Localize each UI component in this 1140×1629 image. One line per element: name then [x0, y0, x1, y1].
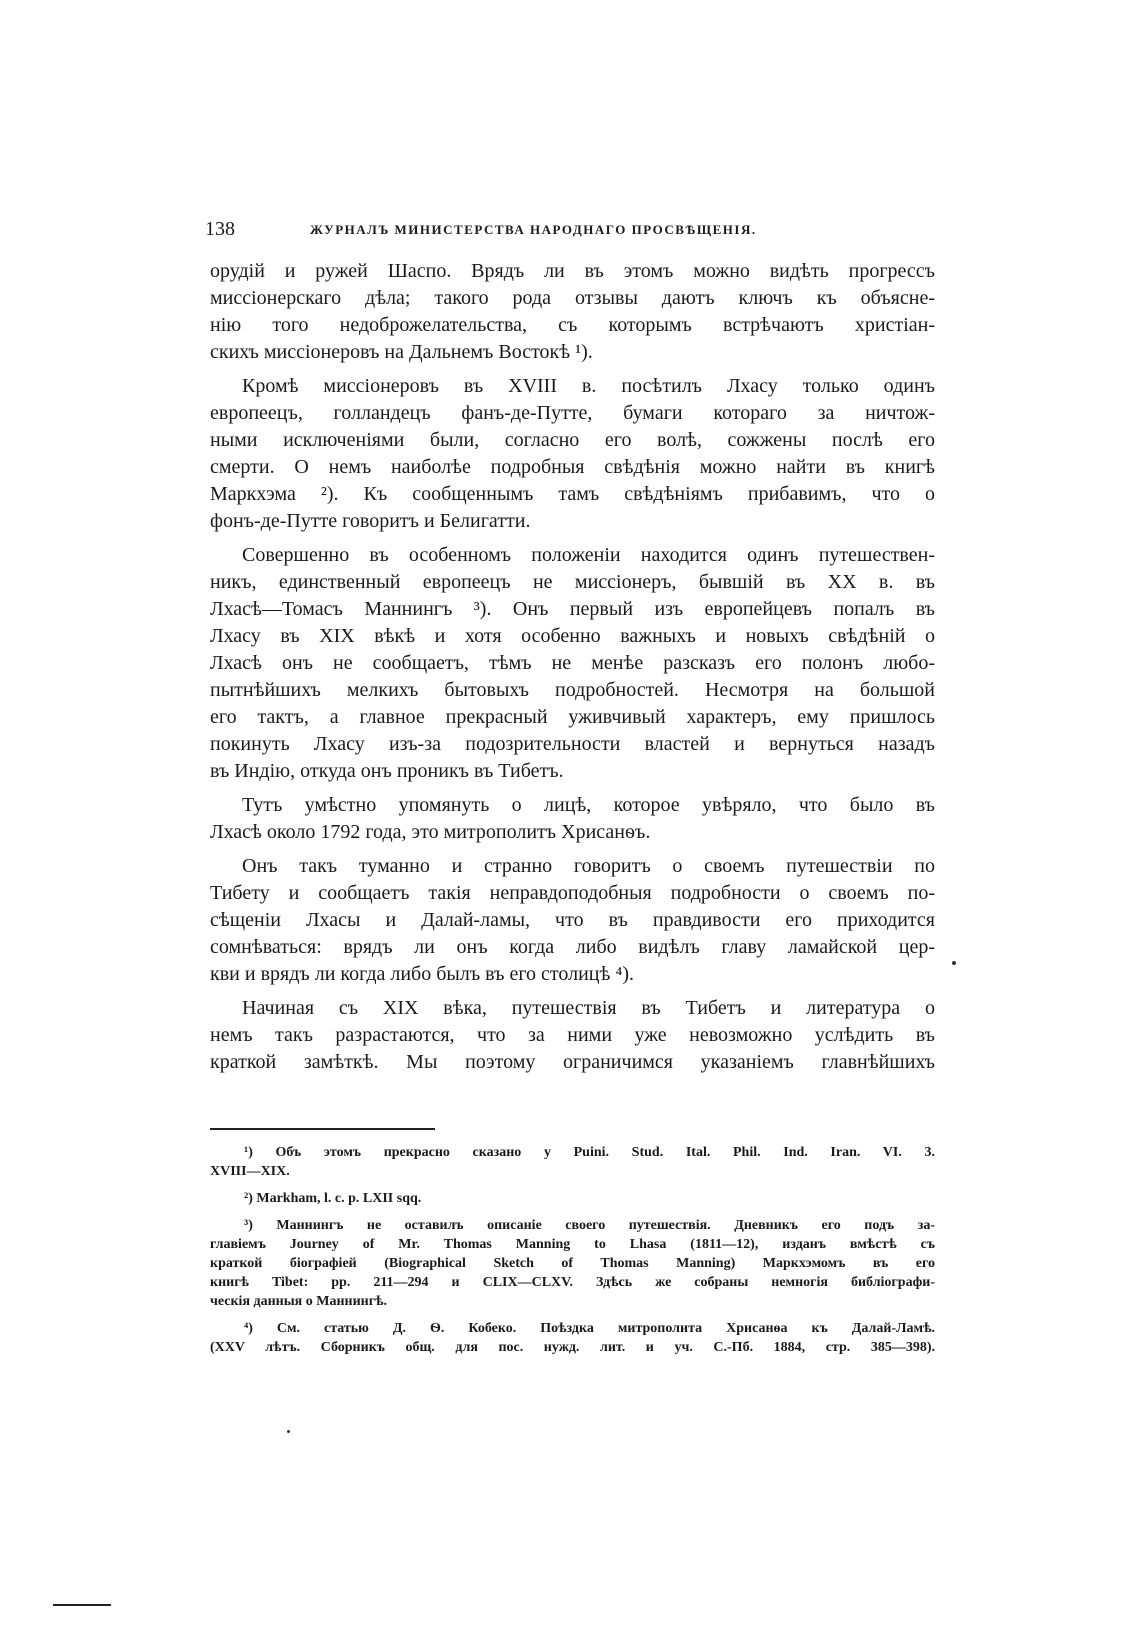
footnote-3-cont: главіемъ Journey of Mr. Thomas Manning to Lhasa (1811—12), изданъ вмѣстѣ съ — [210, 1237, 935, 1252]
paragraph-first-line: Онъ такъ туманно и странно говоритъ о своемъ путешествіи по — [242, 855, 935, 877]
body-line: немъ такъ разрастаются, что за ними уже невозможно услѣдить въ — [210, 1024, 935, 1046]
footnote-separator — [210, 1128, 435, 1130]
paragraph-first-line: Кромѣ миссіонеровъ въ XVIII в. посѣтилъ Лхасу только одинъ — [242, 375, 935, 397]
body-line: орудій и ружей Шаспо. Врядъ ли въ этомъ можно видѣть прогрессъ — [210, 260, 935, 282]
body-line: нію того недоброжелательства, съ которымъ встрѣчаютъ христіан- — [210, 314, 935, 336]
page-header — [205, 218, 940, 246]
paragraph-first-line: Начиная съ XIX вѣка, путешествія въ Тибетъ и литература о — [242, 997, 935, 1019]
body-line: Лхасѣ—Томасъ Маннингъ ³). Онъ первый изъ европейцевъ попалъ въ — [210, 598, 935, 620]
body-line: Тибету и сообщаетъ такія неправдоподобныя подробности о своемъ по- — [210, 882, 935, 904]
body-line: сомнѣваться: врядъ ли онъ когда либо видѣлъ главу ламайской цер- — [210, 936, 935, 958]
body-line: краткой замѣткѣ. Мы поэтому ограничимся указаніемъ главнѣйшихъ — [210, 1051, 935, 1073]
body-line: покинуть Лхасу изъ-за подозрительности властей и вернуться назадъ — [210, 733, 935, 755]
scan-speck — [952, 961, 956, 965]
running-title: ЖУРНАЛЪ МИНИСТЕРСТВА НАРОДНАГО ПРОСВѢЩЕНІЯ. — [310, 222, 757, 237]
body-line: никъ, единственный европеецъ не миссіонеръ, бывшій въ XX в. въ — [210, 571, 935, 593]
body-line: Лхасу въ XIX вѣкѣ и хотя особенно важныхъ и новыхъ свѣдѣній о — [210, 625, 935, 647]
footnote-3-cont: ческія данныя о Маннингѣ. — [210, 1294, 387, 1309]
paragraph-first-line: Тутъ умѣстно упомянуть о лицѣ, которое увѣряло, что было въ — [242, 794, 935, 816]
body-line: его тактъ, а главное прекрасный уживчивый характеръ, ему пришлось — [210, 706, 935, 728]
body-line: пытнѣйшихъ мелкихъ бытовыхъ подробностей. Несмотря на большой — [210, 679, 935, 701]
footnote-4-cont: (XXV лѣтъ. Сборникъ общ. для пос. нужд. лит. и уч. С.-Пб. 1884, стр. 385—398). — [210, 1340, 935, 1355]
body-line: въ Индію, откуда онъ проникъ въ Тибетъ. — [210, 760, 564, 782]
paragraph-first-line: Совершенно въ особенномъ положеніи находится одинъ путешествен- — [242, 544, 935, 566]
body-line: скихъ миссіонеровъ на Дальнемъ Востокѣ ¹). — [210, 341, 593, 363]
body-line: кви и врядъ ли когда либо былъ въ его столицѣ ⁴). — [210, 963, 635, 985]
footnote-4: ⁴) См. статью Д. Ѳ. Кобеко. Поѣздка митрополита Хрисанѳа къ Далай-Ламѣ. — [244, 1321, 935, 1336]
body-line: ными исключеніями были, согласно его волѣ, сожжены послѣ его — [210, 429, 935, 451]
body-line: миссіонерскаго дѣла; такого рода отзывы даютъ ключъ къ объясне- — [210, 287, 935, 309]
body-line: Маркхэма ²). Къ сообщеннымъ тамъ свѣдѣніямъ прибавимъ, что о — [210, 483, 935, 505]
body-line: сѣщеніи Лхасы и Далай-ламы, что въ правдивости его приходится — [210, 909, 935, 931]
scan-speck — [287, 1430, 290, 1433]
footnote-3: ³) Маннингъ не оставилъ описаніе своего путешествія. Дневникъ его подъ за- — [244, 1218, 935, 1233]
footnote-1-cont: XVIII—XIX. — [210, 1164, 290, 1179]
footnote-1: ¹) Объ этомъ прекрасно сказано у Puini. Stud. Ital. Phil. Ind. Iran. VI. 3. — [244, 1145, 935, 1160]
body-line: Лхасѣ онъ не сообщаетъ, тѣмъ не менѣе разсказъ его полонъ любо- — [210, 652, 935, 674]
scan-edge-mark — [53, 1604, 111, 1606]
body-line: Лхасѣ около 1792 года, это митрополитъ Хрисанѳъ. — [210, 821, 651, 843]
page-number: 138 — [205, 218, 235, 240]
body-line: фонъ-де-Путте говоритъ и Белигатти. — [210, 510, 531, 532]
footnote-3-cont: книгѣ Tibet: pp. 211—294 и CLIX—CLXV. Здѣсь же собраны немногія библіографи- — [210, 1275, 935, 1290]
body-line: смерти. О немъ наиболѣе подробныя свѣдѣнія можно найти въ книгѣ — [210, 456, 935, 478]
footnote-2: ²) Markham, l. c. p. LXII sqq. — [244, 1191, 422, 1206]
body-line: европеецъ, голландецъ фанъ-де-Путте, бумаги котораго за ничтож- — [210, 402, 935, 424]
footnote-3-cont: краткой біографіей (Biographical Sketch of Thomas Manning) Маркхэмомъ въ его — [210, 1256, 935, 1271]
